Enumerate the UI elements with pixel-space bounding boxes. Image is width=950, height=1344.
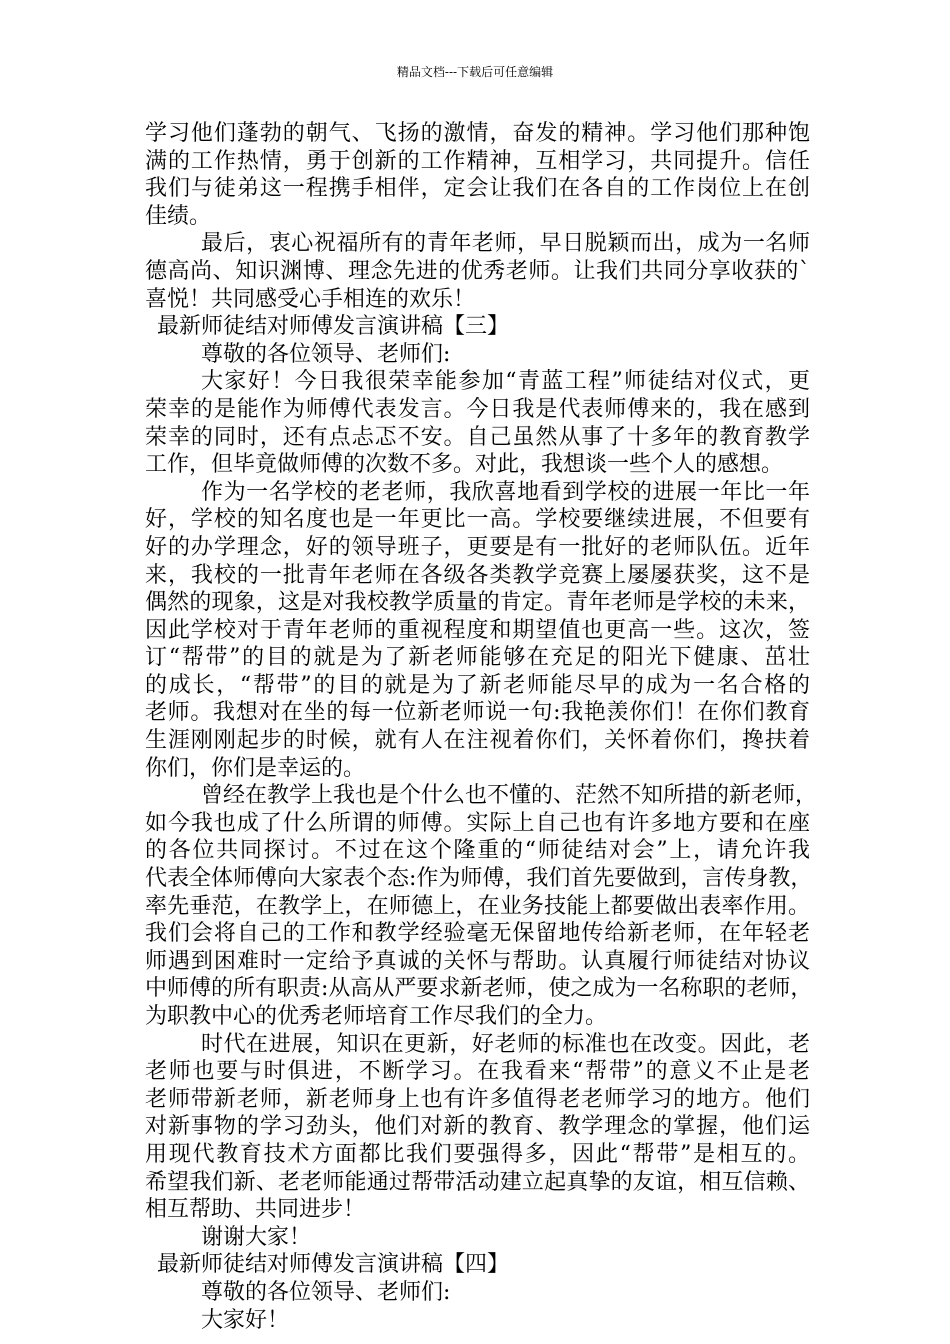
text-line: 喜悦！共同感受心手相连的欢乐！ (145, 286, 476, 312)
paragraph (145, 1224, 810, 1252)
text-line: 中师傅的所有职责:从高从严要求新老师，使之成为一名称职的老师， (145, 976, 813, 1002)
text-line: 偶然的现象，这是对我校教学质量的肯定。青年老师是学校的未来， (145, 590, 810, 616)
text-line: 的各位共同探讨。不过在这个隆重的“师徒结对会”上，请允许我 (145, 838, 810, 864)
text-line: 我们与徒弟这一程携手相伴，定会让我们在各自的工作岗位上在创 (145, 176, 810, 202)
text-line: 订“帮带”的目的就是为了新老师能够在充足的阳光下健康、茁壮 (145, 645, 810, 671)
text-line: 曾经在教学上我也是个什么也不懂的、茫然不知所措的新老师， (201, 783, 818, 809)
text-line: 为职教中心的优秀老师培育工作尽我们的全力。 (145, 1004, 608, 1029)
text-line: 佳绩。 (145, 203, 212, 229)
text-line: 学习他们蓬勃的朝气、飞扬的激情，奋发的精神。学习他们那种饱 (145, 121, 810, 146)
text-line: 尊敬的各位领导、老师们: (201, 341, 451, 367)
paragraph (145, 1031, 810, 1224)
text-line: 尊敬的各位领导、老师们: (201, 1279, 451, 1305)
text-line: 对新事物的学习劲头，他们对新的教育、教学理念的掌握，他们运 (145, 1114, 810, 1140)
text-line: 好，学校的知名度也是一年更比一高。学校要继续进展，不但要有 (145, 507, 810, 533)
text-line: 的成长，“帮带”的目的就是为了新老师能尽早的成为一名合格的 (145, 672, 810, 698)
paragraph (145, 230, 810, 313)
document-body (145, 120, 818, 1334)
text-line: 生涯刚刚起步的时候，就有人在注视着你们，关怀着你们，搀扶着 (145, 728, 810, 754)
page-header: 精品文档---下载后可任意编辑 (396, 65, 554, 79)
text-line: 希望我们新、老老师能通过帮带活动建立起真挚的友谊，相互信赖、 (145, 1169, 810, 1195)
text-line: 相互帮助、共同进步！ (145, 1197, 366, 1223)
text-line: 满的工作热情，勇于创新的工作精神，互相学习，共同提升。信任 (145, 148, 810, 174)
section-heading (145, 313, 810, 341)
text-line: 率先垂范，在教学上，在师德上，在业务技能上都要做出表率作用。 (145, 893, 810, 919)
text-line: 好的办学理念，好的领导班子，更要是有一批好的老师队伍。近年 (145, 534, 810, 560)
paragraph (145, 1307, 810, 1335)
text-line: 最后，衷心祝福所有的青年老师，早日脱颖而出，成为一名师 (201, 231, 810, 257)
text-line: 荣幸的同时，还有点忐忑不安。自己虽然从事了十多年的教育教学 (145, 424, 810, 450)
text-line: 老师带新老师，新老师身上也有许多值得老老师学习的地方。他们 (145, 1086, 810, 1112)
paragraph (145, 1279, 810, 1307)
section-heading (145, 1251, 810, 1279)
paragraph (145, 368, 810, 478)
text-line: 我们会将自己的工作和教学经验毫无保留地传给新老师，在年轻老 (145, 921, 810, 947)
text-line: 大家好！今日我很荣幸能参加“青蓝工程”师徒结对仪式，更 (201, 369, 810, 395)
text-line: 作为一名学校的老老师，我欣喜地看到学校的进展一年比一年 (201, 479, 810, 505)
text-line: 谢谢大家！ (201, 1224, 312, 1250)
text-line: 老师。我想对在坐的每一位新老师说一句:我艳羡你们！在你们教育 (145, 700, 810, 726)
text-line: 德高尚、知识渊博、理念先进的优秀老师。让我们共同分享收获的` (145, 258, 810, 284)
text-line: 大家好！ (201, 1307, 290, 1333)
text-line: 如今我也成了什么所谓的师傅。实际上自己也有许多地方要和在座 (145, 810, 810, 836)
text-line: 荣幸的是能作为师傅代表发言。今日我是代表师傅来的，我在感到 (145, 396, 810, 422)
text-line: 你们，你们是幸运的。 (145, 755, 366, 781)
text-line: 因此学校对于青年老师的重视程度和期望值也更高一些。这次，签 (145, 617, 810, 643)
text-line: 来，我校的一批青年老师在各级各类教学竞赛上屡屡获奖，这不是 (145, 562, 810, 588)
text-line: 最新师徒结对师傅发言演讲稿【三】 (157, 314, 510, 340)
text-line: 工作，但毕竟做师傅的次数不多。对此，我想谈一些个人的感想。 (145, 452, 784, 478)
text-line: 代表全体师傅向大家表个态:作为师傅，我们首先要做到，言传身教， (145, 866, 813, 892)
text-line: 用现代教育技术方面都比我们要强得多，因此“帮带”是相互的。 (145, 1141, 810, 1167)
text-line: 最新师徒结对师傅发言演讲稿【四】 (157, 1252, 510, 1278)
paragraph (145, 120, 810, 230)
paragraph (145, 479, 810, 783)
text-line: 时代在进展，知识在更新，好老师的标准也在改变。因此，老 (201, 1031, 810, 1057)
paragraph (145, 341, 810, 369)
text-line: 老师也要与时俱进，不断学习。在我看来“帮带”的意义不止是老 (145, 1059, 810, 1085)
paragraph (145, 782, 818, 1030)
text-line: 师遇到困难时一定给予真诚的关怀与帮助。认真履行师徒结对协议 (145, 948, 810, 974)
